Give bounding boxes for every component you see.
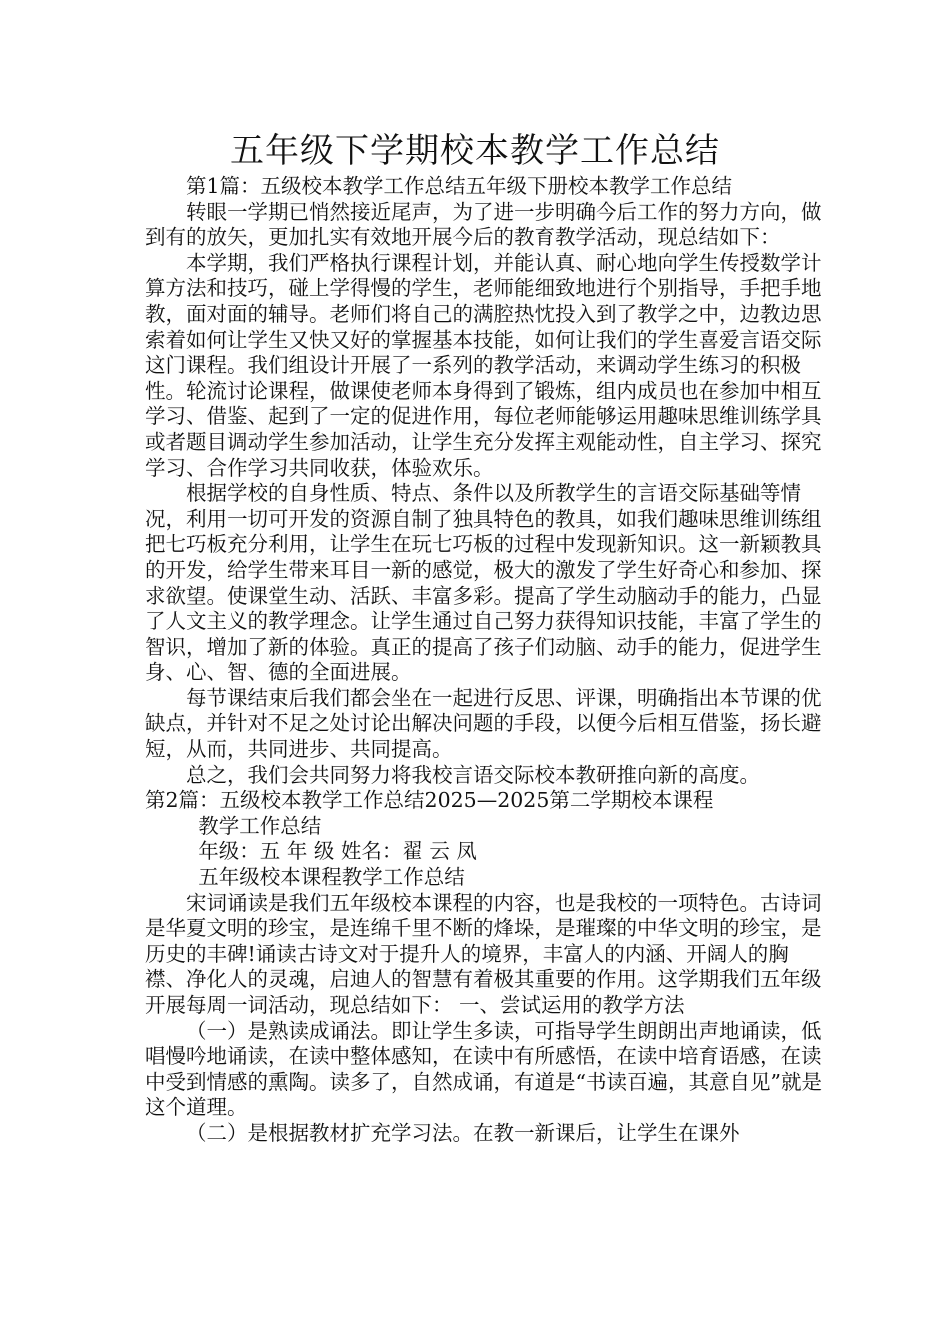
paragraph: （一）是熟读成诵法。即让学生多读，可指导学生朗朗出声地诵读，低唱慢吟地诵读，在读中整体感知，在读中有所感悟，在读中培育语感，在读中受到情感的熏陶。读多了，自然成诵，有道是“书读百遍，其意自见”就是这个道理。 (145, 1018, 822, 1120)
section-heading-1: 第1篇：五级校本教学工作总结五年级下册校本教学工作总结 (186, 174, 733, 198)
paragraph-conclusion: 总之，我们会共同努力将我校言语交际校本教研推向新的高度。 (186, 762, 760, 787)
document-title: 五年级下学期校本教学工作总结 (230, 131, 720, 171)
paragraph: （二）是根据教材扩充学习法。在教一新课后，让学生在课外 (186, 1120, 740, 1145)
section-heading-2: 第2篇：五级校本教学工作总结2025—2025第二学期校本课程 (145, 788, 714, 813)
author-line: 年级：五 年 级 姓名：翟 云 凤 (198, 839, 477, 864)
paragraph: 本学期，我们严格执行课程计划，并能认真、耐心地向学生传授数学计算方法和技巧，碰上学得慢的学生，老师能细致地进行个别指导，手把手地教，面对面的辅导。老师们将自己的满腔热忱投入到了教学之中，边教边思索着如何让学生又快又好的掌握基本技能，如何让我们的学生喜爱言语交际这门课程。我们组设计开展了一系列的教学活动，来调动学生练习的积极性。轮流讨论课程，做课使老师本身得到了锻炼，组内成员也在参加中相互学习、借鉴、起到了一定的促进作用，每位老师能够运用趣味思维训练学具或者题目调动学生参加活动，让学生充分发挥主观能动性，自主学习、探究学习、合作学习共同收获，体验欢乐。 (145, 250, 822, 480)
paragraph: 宋词诵读是我们五年级校本课程的内容，也是我校的一项特色。古诗词是华夏文明的珍宝，是连绵千里不断的烽垛，是璀璨的中华文明的珍宝，是历史的丰碑!诵读古诗文对于提升人的境界，丰富人的内涵、开阔人的胸襟、净化人的灵魂，启迪人的智慧有着极其重要的作用。这学期我们五年级开展每周一词活动，现总结如下： 一、尝试运用的教学方法 (145, 890, 822, 1017)
section-subtitle: 五年级校本课程教学工作总结 (198, 865, 465, 890)
paragraph: 每节课结束后我们都会坐在一起进行反思、评课，明确指出本节课的优缺点，并针对不足之处讨论出解决问题的手段，以便今后相互借鉴，扬长避短，从而，共同进步、共同提高。 (145, 685, 822, 762)
document-body (145, 174, 825, 1147)
paragraph-intro: 转眼一学期已悄然接近尾声，为了进一步明确今后工作的努力方向，做到有的放矢，更加扎实有效地开展今后的教育教学活动，现总结如下： (145, 199, 822, 250)
section-subtitle: 教学工作总结 (198, 813, 322, 838)
paragraph: 根据学校的自身性质、特点、条件以及所教学生的言语交际基础等情况，利用一切可开发的资源自制了独具特色的教具，如我们趣味思维训练组把七巧板充分利用，让学生在玩七巧板的过程中发现新知识。这一新颖教具的开发，给学生带来耳目一新的感觉，极大的激发了学生好奇心和参加、探求欲望。使课堂生动、活跃、丰富多彩。提高了学生动脑动手的能力，凸显了人文主义的教学理念。让学生通过自己努力获得知识技能，丰富了学生的智识，增加了新的体验。真正的提高了孩子们动脑、动手的能力，促进学生身、心、智、德的全面进展。 (145, 481, 822, 685)
